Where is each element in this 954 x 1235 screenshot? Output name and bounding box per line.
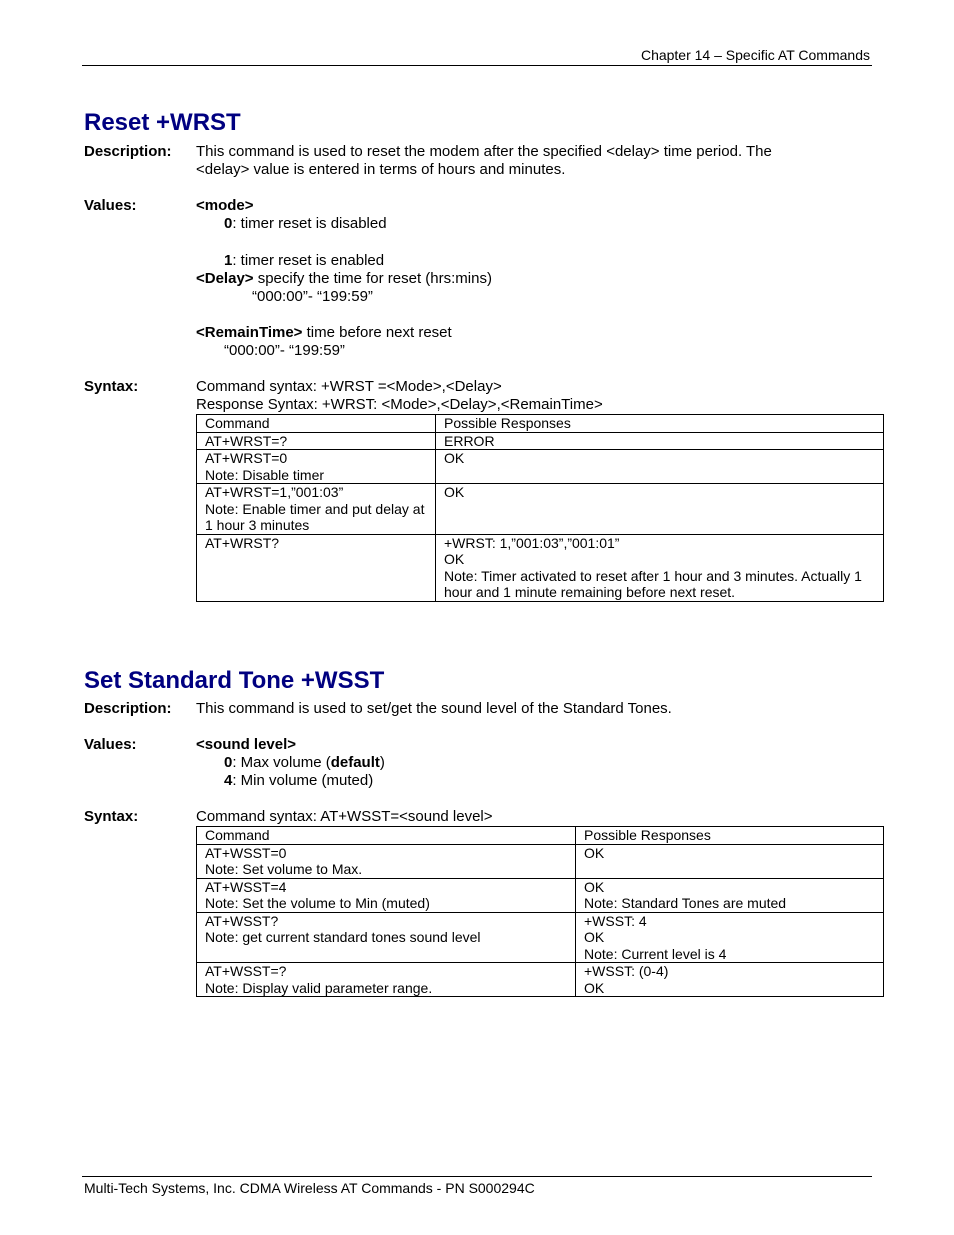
command-cell <box>197 450 436 484</box>
table-row <box>197 484 884 535</box>
delay-text: specify the time for reset (hrs:mins) <box>253 270 492 287</box>
cell-line: OK <box>444 484 465 500</box>
description-label: Description: <box>84 143 172 160</box>
cell-line: AT+WSST=? <box>205 963 287 979</box>
command-cell <box>197 484 436 535</box>
sound-level-0-key: 0 <box>224 754 233 771</box>
response-cell <box>576 878 884 912</box>
table-header-row <box>197 415 884 433</box>
cell-line: 1 hour 3 minutes <box>205 517 310 533</box>
delay-range: “000:00”- “199:59” <box>252 288 373 305</box>
command-cell <box>197 534 436 601</box>
syntax-label: Syntax: <box>84 808 139 825</box>
table-row <box>197 432 884 450</box>
sound-level-0-close: ) <box>379 754 385 771</box>
cell-line: AT+WRST? <box>205 534 280 551</box>
default-marker: default <box>330 754 380 771</box>
header-rule <box>82 65 872 66</box>
cell-line: Note: Set the volume to Min (muted) <box>205 895 430 911</box>
section-title-wrst: Reset +WRST <box>84 109 241 136</box>
response-syntax: Response Syntax: +WRST: <Mode>,<Delay>,<RemainTime> <box>196 396 603 413</box>
mode-0-value <box>224 215 387 232</box>
command-cell <box>197 432 436 450</box>
values-label: Values: <box>84 197 137 214</box>
column-header-responses: Possible Responses <box>576 827 884 845</box>
column-header-responses: Possible Responses <box>436 415 884 433</box>
cell-line: AT+WSST=4 <box>205 878 287 895</box>
table-header-row <box>197 827 884 845</box>
cell-line: Note: Display valid parameter range. <box>205 979 433 996</box>
sound-level-4-text: : Min volume (muted) <box>232 772 374 789</box>
cell-line: AT+WRST=0 <box>205 450 288 466</box>
cell-line: Note: Disable timer <box>205 466 325 483</box>
mode-1-value <box>224 252 384 269</box>
command-cell <box>197 878 576 912</box>
mode-1-text: : timer reset is enabled <box>232 252 385 269</box>
cell-line: ERROR <box>444 432 495 449</box>
response-cell <box>576 963 884 997</box>
cell-line: Note: Standard Tones are muted <box>584 895 787 911</box>
column-header-command: Command <box>197 415 436 433</box>
description-line-1: This command is used to reset the modem after the specified <delay> time period. The <box>196 143 772 160</box>
cell-line: hour and 1 minute remaining before next reset. <box>444 584 736 600</box>
table-row <box>197 912 884 963</box>
remaintime-param <box>196 324 452 342</box>
mode-0-text: : timer reset is disabled <box>232 215 387 232</box>
mode-tag: <mode> <box>196 197 254 214</box>
mode-0-key: 0 <box>224 215 233 232</box>
values-label: Values: <box>84 736 137 753</box>
response-cell <box>436 484 884 535</box>
table-row <box>197 963 884 997</box>
cell-line: OK <box>584 979 605 996</box>
description-line-2: <delay> value is entered in terms of hours and minutes. <box>196 161 566 178</box>
column-header-command: Command <box>197 827 576 845</box>
table-row <box>197 878 884 912</box>
cell-line: Note: Current level is 4 <box>584 945 727 962</box>
wrst-command-table <box>196 414 884 602</box>
command-syntax: Command syntax: AT+WSST=<sound level> <box>196 808 493 825</box>
sound-level-4-key: 4 <box>224 772 233 789</box>
chapter-header: Chapter 14 – Specific AT Commands <box>640 47 870 63</box>
cell-line: Note: Set volume to Max. <box>205 861 363 877</box>
sound-level-0-value <box>224 754 385 771</box>
sound-level-0-text: : Max volume ( <box>232 754 331 771</box>
cell-line: AT+WRST=? <box>205 432 288 449</box>
description-line-1: This command is used to set/get the sound level of the Standard Tones. <box>196 700 672 717</box>
remaintime-text: time before next reset <box>302 324 452 341</box>
syntax-label: Syntax: <box>84 378 139 395</box>
section-title-wsst: Set Standard Tone +WSST <box>84 667 385 694</box>
sound-level-tag: <sound level> <box>196 736 297 753</box>
cell-line: AT+WSST? <box>205 912 279 929</box>
mode-param <box>196 197 254 215</box>
mode-1-key: 1 <box>224 252 233 269</box>
cell-line: OK <box>444 450 465 466</box>
table-row <box>197 844 884 878</box>
response-cell <box>576 912 884 963</box>
wsst-command-table <box>196 826 884 997</box>
delay-tag: <Delay> <box>196 270 254 287</box>
response-cell <box>436 534 884 601</box>
footer-rule <box>82 1176 872 1177</box>
cell-line: OK <box>584 929 605 945</box>
command-cell <box>197 912 576 963</box>
footer-text: Multi-Tech Systems, Inc. CDMA Wireless AT Commands - PN S000294C <box>84 1180 535 1196</box>
response-cell <box>576 844 884 878</box>
remaintime-range: “000:00”- “199:59” <box>224 342 345 359</box>
response-cell <box>436 450 884 484</box>
cell-line: OK <box>444 551 465 567</box>
cell-line: +WSST: (0-4) <box>584 963 669 979</box>
cell-line: +WRST: 1,”001:03”,”001:01” <box>444 534 620 551</box>
remaintime-tag: <RemainTime> <box>196 324 303 341</box>
command-syntax: Command syntax: +WRST =<Mode>,<Delay> <box>196 378 502 395</box>
cell-line: Note: get current standard tones sound level <box>205 929 481 945</box>
cell-line: Note: Enable timer and put delay at <box>205 500 425 517</box>
command-cell <box>197 963 576 997</box>
table-row <box>197 450 884 484</box>
sound-level-4-value <box>224 772 373 789</box>
cell-line: OK <box>584 878 605 895</box>
cell-line: Note: Timer activated to reset after 1 hour and 3 minutes. Actually 1 <box>444 567 862 584</box>
table-row <box>197 534 884 601</box>
description-label: Description: <box>84 700 172 717</box>
response-cell <box>436 432 884 450</box>
cell-line: +WSST: 4 <box>584 912 647 929</box>
cell-line: AT+WSST=0 <box>205 844 287 861</box>
sound-level-param <box>196 736 296 754</box>
command-cell <box>197 844 576 878</box>
delay-param <box>196 270 492 288</box>
cell-line: OK <box>584 844 605 861</box>
cell-line: AT+WRST=1,”001:03” <box>205 484 344 500</box>
